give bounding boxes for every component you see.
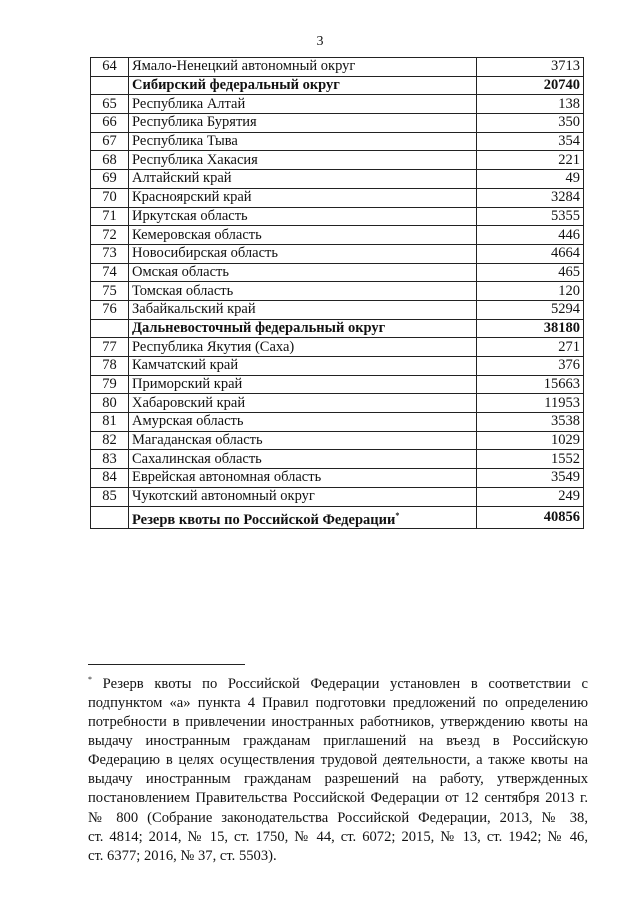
region-name-text: Кемеровская область bbox=[132, 226, 262, 243]
region-name-text: Республика Бурятия bbox=[132, 114, 257, 131]
region-name-text: Дальневосточный федеральный округ bbox=[132, 319, 386, 336]
table-row bbox=[91, 170, 584, 189]
quota-value: 120 bbox=[477, 282, 584, 301]
footnote-line: ст. 6377; 2016, № 37, ст. 5503). bbox=[88, 847, 277, 864]
row-number: 68 bbox=[91, 151, 129, 170]
row-number: 85 bbox=[91, 487, 129, 506]
region-name bbox=[129, 58, 477, 77]
footnote-line: выдачу иностранным гражданам разрешений на работу, утвержденных bbox=[88, 771, 588, 788]
row-number: 84 bbox=[91, 469, 129, 488]
region-name-text: Иркутская область bbox=[132, 207, 248, 224]
quota-value: 20740 bbox=[477, 76, 584, 95]
quota-value: 3284 bbox=[477, 188, 584, 207]
row-number: 79 bbox=[91, 375, 129, 394]
page-number: 3 bbox=[316, 34, 324, 49]
footnote-line: выдачу иностранным гражданам приглашений на въезд в Российскую bbox=[88, 733, 588, 750]
quota-value: 249 bbox=[477, 487, 584, 506]
region-name-text: Забайкальский край bbox=[132, 301, 256, 318]
row-number bbox=[91, 319, 129, 338]
quota-value: 1552 bbox=[477, 450, 584, 469]
region-name bbox=[129, 300, 477, 319]
region-name-text: Еврейская автономная область bbox=[132, 469, 322, 486]
region-name bbox=[129, 132, 477, 151]
footnote-line: постановлением Правительства Российской Федерации от 12 сентября 2013 г. bbox=[88, 790, 588, 807]
region-name-text: Чукотский автономный округ bbox=[132, 488, 315, 505]
table-row bbox=[91, 300, 584, 319]
row-number bbox=[91, 506, 129, 529]
quota-table bbox=[90, 57, 584, 529]
footnote bbox=[88, 670, 588, 866]
quota-value: 350 bbox=[477, 114, 584, 133]
table-row bbox=[91, 413, 584, 432]
region-name bbox=[129, 188, 477, 207]
region-name-text: Сахалинская область bbox=[132, 450, 262, 467]
table-row bbox=[91, 244, 584, 263]
quota-value: 1029 bbox=[477, 431, 584, 450]
region-name bbox=[129, 431, 477, 450]
quota-value: 221 bbox=[477, 151, 584, 170]
table-row bbox=[91, 226, 584, 245]
table-row-total bbox=[91, 76, 584, 95]
region-name-text: Красноярский край bbox=[132, 189, 252, 206]
table-row bbox=[91, 338, 584, 357]
table-row bbox=[91, 207, 584, 226]
region-name bbox=[129, 114, 477, 133]
table-row bbox=[91, 431, 584, 450]
region-name-text: Омская область bbox=[132, 263, 229, 280]
region-name bbox=[129, 151, 477, 170]
quota-value: 11953 bbox=[477, 394, 584, 413]
region-name bbox=[129, 226, 477, 245]
quota-value: 4664 bbox=[477, 244, 584, 263]
row-number: 66 bbox=[91, 114, 129, 133]
table-row bbox=[91, 114, 584, 133]
region-name bbox=[129, 357, 477, 376]
quota-value: 49 bbox=[477, 170, 584, 189]
footnote-line: подпунктом «а» пункта 4 Правил подготовки предложений по определению bbox=[88, 694, 588, 711]
table-row bbox=[91, 375, 584, 394]
quota-value: 465 bbox=[477, 263, 584, 282]
footnote-line: Федерацию в целях осуществления трудовой деятельности, а также квоты на bbox=[88, 752, 588, 769]
footnote-text: Резерв квоты по Российской Федерации установлен в соответствии с bbox=[102, 675, 588, 692]
region-name-text: Томская область bbox=[132, 282, 234, 299]
table-row-total bbox=[91, 319, 584, 338]
region-name bbox=[129, 244, 477, 263]
footnote-line: № 800 (Собрание законодательства Российской Федерации, 2013, № 38, bbox=[88, 809, 588, 826]
quota-value: 446 bbox=[477, 226, 584, 245]
row-number: 71 bbox=[91, 207, 129, 226]
table-row bbox=[91, 282, 584, 301]
region-name-text: Новосибирская область bbox=[132, 245, 278, 262]
region-name-text: Хабаровский край bbox=[132, 394, 246, 411]
table-row bbox=[91, 487, 584, 506]
region-name-text: Ямало-Ненецкий автономный округ bbox=[132, 58, 356, 75]
region-name-text: Резерв квоты по Российской Федерации bbox=[132, 511, 396, 528]
footnote-line: потребности в привлечении иностранных работников, утверждению квоты на bbox=[88, 714, 588, 731]
footnote-mark: * bbox=[88, 675, 92, 684]
footnote-mark: * bbox=[395, 510, 400, 520]
row-number: 78 bbox=[91, 357, 129, 376]
row-number: 76 bbox=[91, 300, 129, 319]
footnote-divider bbox=[88, 664, 245, 665]
row-number: 74 bbox=[91, 263, 129, 282]
table-row bbox=[91, 95, 584, 114]
table-row bbox=[91, 58, 584, 77]
row-number: 65 bbox=[91, 95, 129, 114]
row-number: 72 bbox=[91, 226, 129, 245]
region-name bbox=[129, 263, 477, 282]
region-name-text: Сибирский федеральный округ bbox=[132, 77, 340, 94]
region-name-text: Камчатский край bbox=[132, 357, 239, 374]
region-name-text: Республика Хакасия bbox=[132, 151, 258, 168]
region-name bbox=[129, 170, 477, 189]
region-name bbox=[129, 319, 477, 338]
row-number: 67 bbox=[91, 132, 129, 151]
region-name bbox=[129, 207, 477, 226]
row-number: 69 bbox=[91, 170, 129, 189]
region-name bbox=[129, 413, 477, 432]
quota-value: 376 bbox=[477, 357, 584, 376]
region-name bbox=[129, 469, 477, 488]
region-name bbox=[129, 394, 477, 413]
table-row bbox=[91, 394, 584, 413]
footnote-line: ст. 4814; 2014, № 15, ст. 1750, № 44, ст. 6072; 2015, № 13, ст. 1942; № 46, bbox=[88, 828, 588, 845]
region-name-text: Республика Алтай bbox=[132, 95, 246, 112]
quota-value: 271 bbox=[477, 338, 584, 357]
quota-value: 354 bbox=[477, 132, 584, 151]
table-row bbox=[91, 132, 584, 151]
table-row bbox=[91, 151, 584, 170]
region-name-text: Амурская область bbox=[132, 413, 244, 430]
row-number: 70 bbox=[91, 188, 129, 207]
row-number: 81 bbox=[91, 413, 129, 432]
row-number: 82 bbox=[91, 431, 129, 450]
quota-value: 40856 bbox=[477, 506, 584, 529]
row-number: 80 bbox=[91, 394, 129, 413]
region-name-text: Алтайский край bbox=[132, 170, 232, 187]
quota-value: 138 bbox=[477, 95, 584, 114]
row-number: 64 bbox=[91, 58, 129, 77]
region-name-text: Приморский край bbox=[132, 376, 243, 393]
row-number: 83 bbox=[91, 450, 129, 469]
table-row bbox=[91, 357, 584, 376]
row-number bbox=[91, 76, 129, 95]
table-row bbox=[91, 188, 584, 207]
region-name-text: Магаданская область bbox=[132, 432, 263, 449]
region-name bbox=[129, 375, 477, 394]
quota-value: 3549 bbox=[477, 469, 584, 488]
quota-value: 38180 bbox=[477, 319, 584, 338]
region-name-text: Республика Якутия (Саха) bbox=[132, 338, 295, 355]
region-name bbox=[129, 282, 477, 301]
region-name bbox=[129, 450, 477, 469]
table-row bbox=[91, 450, 584, 469]
region-name bbox=[129, 76, 477, 95]
table-row bbox=[91, 469, 584, 488]
quota-value: 15663 bbox=[477, 375, 584, 394]
region-name-text: Республика Тыва bbox=[132, 133, 238, 150]
region-name bbox=[129, 506, 477, 529]
region-name bbox=[129, 95, 477, 114]
footnote-line bbox=[88, 670, 588, 694]
table-row-total bbox=[91, 506, 584, 529]
row-number: 77 bbox=[91, 338, 129, 357]
region-name bbox=[129, 487, 477, 506]
table-row bbox=[91, 263, 584, 282]
quota-value: 3713 bbox=[477, 58, 584, 77]
row-number: 73 bbox=[91, 244, 129, 263]
quota-value: 3538 bbox=[477, 413, 584, 432]
quota-value: 5355 bbox=[477, 207, 584, 226]
row-number: 75 bbox=[91, 282, 129, 301]
quota-value: 5294 bbox=[477, 300, 584, 319]
region-name bbox=[129, 338, 477, 357]
